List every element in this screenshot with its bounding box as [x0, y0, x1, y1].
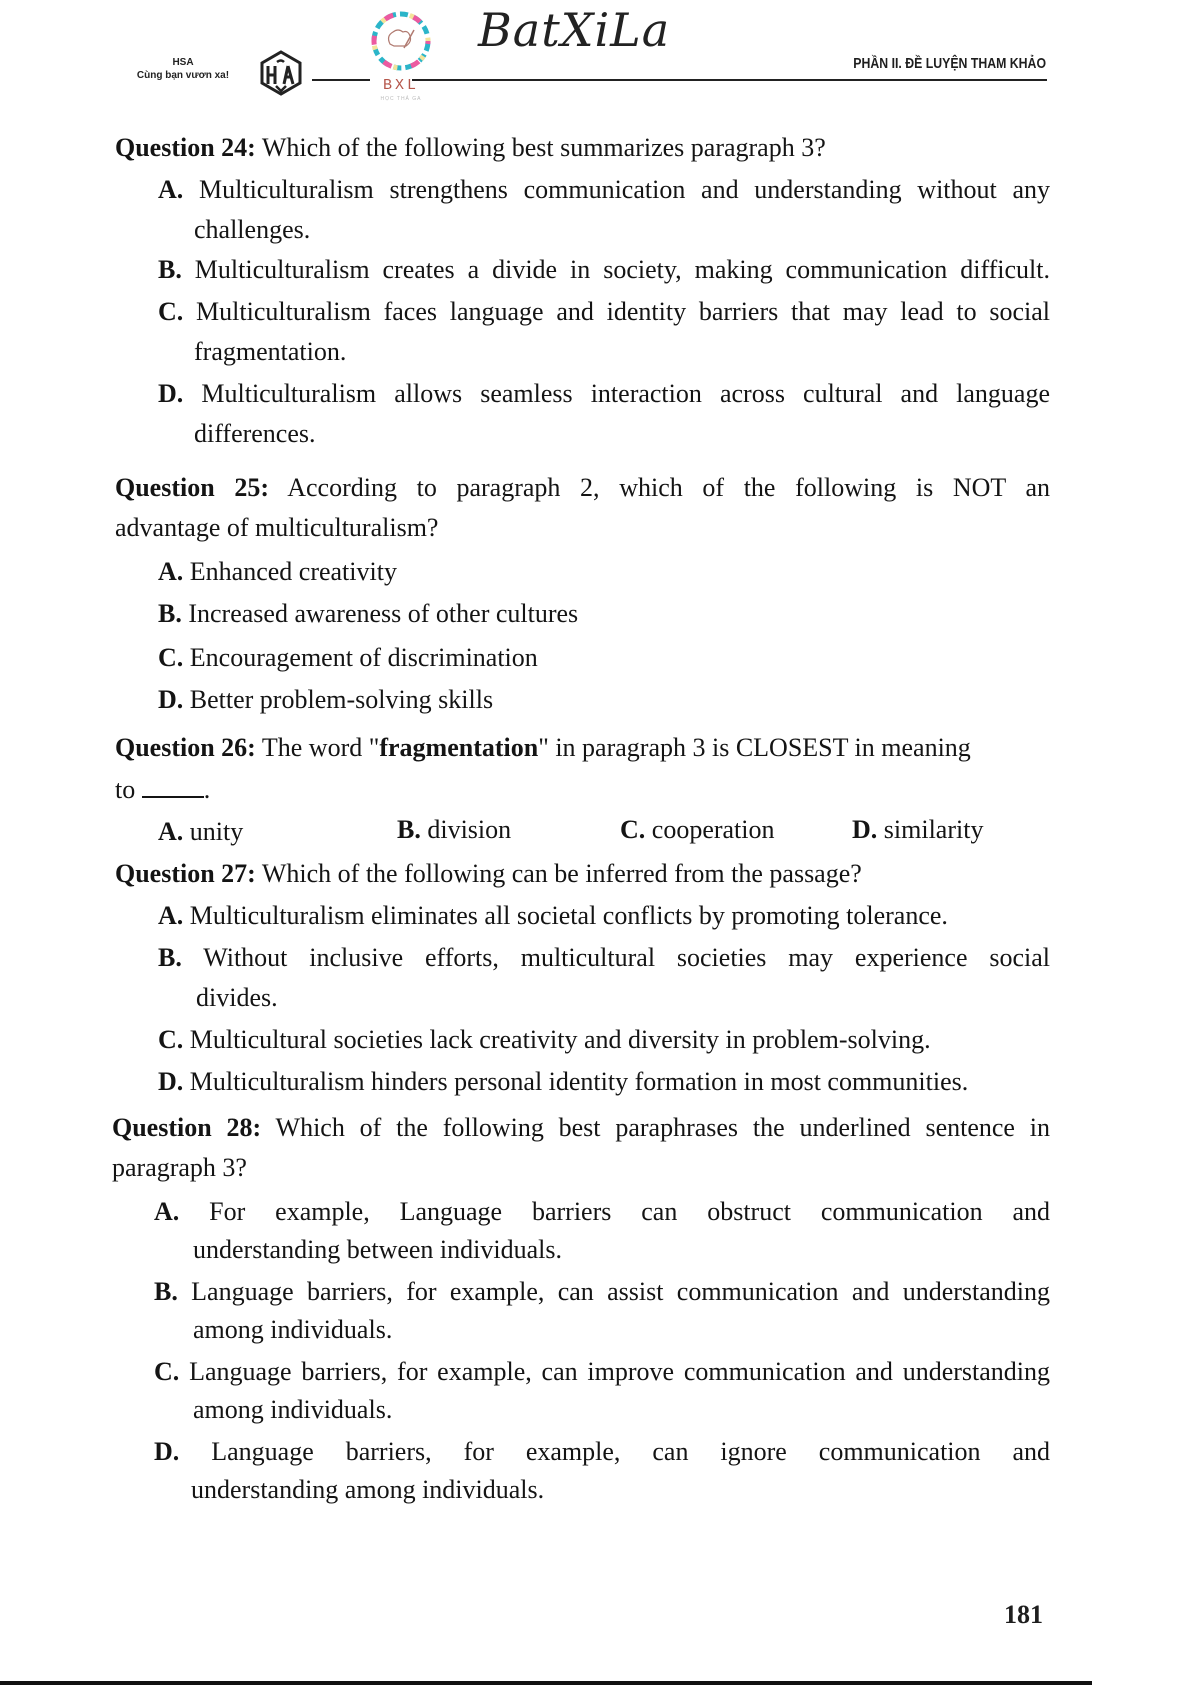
hsa-brand-text	[118, 56, 248, 82]
option-c[interactable]	[158, 295, 1050, 329]
option-text: similarity	[883, 815, 984, 844]
question-stem	[115, 857, 862, 891]
option-a-continued: understanding between individuals.	[193, 1235, 562, 1264]
option-letter: D.	[158, 685, 184, 714]
page-number: 181	[1004, 1600, 1043, 1629]
option-c[interactable]	[620, 813, 775, 847]
question-stem	[115, 131, 826, 165]
bottom-rule	[0, 1681, 1092, 1685]
question-stem	[115, 471, 1050, 505]
option-text: Language barriers, for example, can assist communication and understanding	[191, 1277, 1050, 1306]
question-label: Question 24:	[115, 133, 256, 162]
hsa-brand-name: HSA	[172, 57, 194, 68]
option-text: Enhanced creativity	[189, 557, 397, 586]
hsa-logo-icon	[258, 50, 304, 96]
bxl-logo-subtext: HỌC THẢ GA	[380, 96, 422, 102]
option-d[interactable]	[852, 813, 983, 847]
bxl-logo-icon	[368, 8, 434, 74]
question-label: Question 26:	[115, 733, 256, 762]
option-a-continued: challenges.	[194, 215, 311, 244]
option-letter: C.	[158, 643, 184, 672]
question-stem	[115, 731, 1050, 765]
hsa-brand-slogan: Cùng bạn vươn xa!	[136, 70, 230, 81]
question-text-continued	[115, 773, 210, 807]
option-text: Encouragement of discrimination	[189, 643, 538, 672]
option-a[interactable]	[154, 1195, 1050, 1229]
question-text: Which of the following best paraphrases the underlined sentence in	[275, 1113, 1051, 1142]
option-letter: B.	[154, 1277, 178, 1306]
option-text: unity	[189, 817, 244, 846]
option-text: Multicultural societies lack creativity and diversity in problem-solving.	[189, 1025, 931, 1054]
question-label: Question 25:	[115, 473, 269, 502]
option-d[interactable]	[158, 683, 493, 717]
question-stem	[112, 1111, 1050, 1145]
option-text: Without inclusive efforts, multicultural societies may experience social	[203, 943, 1050, 972]
option-d[interactable]	[154, 1435, 1050, 1469]
option-b-continued: among individuals.	[193, 1315, 393, 1344]
question-text-after: " in paragraph 3 is CLOSEST in meaning	[538, 733, 971, 762]
option-c-continued: among individuals.	[193, 1395, 393, 1424]
option-text: Multiculturalism eliminates all societal conflicts by promoting tolerance.	[189, 901, 948, 930]
option-b[interactable]	[158, 253, 1050, 287]
option-d-continued: understanding among individuals.	[191, 1475, 545, 1504]
option-letter: C.	[154, 1357, 180, 1386]
option-text: Language barriers, for example, can ignore communication and	[211, 1437, 1051, 1466]
question-text-before: The word "	[261, 733, 380, 762]
question-text-continued: advantage of multiculturalism?	[115, 513, 439, 542]
option-b[interactable]	[154, 1275, 1050, 1309]
question-text: According to paragraph 2, which of the following is NOT an	[287, 473, 1051, 502]
option-letter: A.	[158, 175, 184, 204]
option-d[interactable]	[158, 1065, 968, 1099]
option-text: Better problem-solving skills	[189, 685, 494, 714]
question-label: Question 27:	[115, 859, 256, 888]
option-b[interactable]	[158, 941, 1050, 975]
option-letter: D.	[154, 1437, 180, 1466]
option-c[interactable]	[158, 641, 538, 675]
brand-title: BatXiLa	[478, 3, 671, 57]
option-letter: D.	[158, 379, 184, 408]
header-rule	[412, 79, 1047, 81]
option-letter: B.	[158, 599, 182, 628]
option-a[interactable]	[158, 173, 1050, 207]
option-letter: D.	[852, 815, 878, 844]
question-label: Question 28:	[112, 1113, 262, 1142]
option-text: Multiculturalism strengthens communication and understanding without any	[199, 175, 1051, 204]
option-text: division	[427, 815, 512, 844]
option-a[interactable]	[158, 815, 243, 849]
header-rule-left	[312, 79, 370, 81]
option-letter: C.	[620, 815, 646, 844]
option-b[interactable]	[158, 597, 578, 631]
option-b-continued: divides.	[196, 983, 278, 1012]
option-c-continued: fragmentation.	[194, 337, 347, 366]
option-text: Increased awareness of other cultures	[188, 599, 579, 628]
option-letter: A.	[158, 817, 184, 846]
bxl-logo-text: BXL	[382, 77, 419, 94]
option-a[interactable]	[158, 555, 397, 589]
option-c[interactable]	[158, 1023, 931, 1057]
section-label: PHẦN II. ĐỀ LUYỆN THAM KHẢO	[853, 55, 1046, 72]
question-text: Which of the following can be inferred from the passage?	[261, 859, 862, 888]
option-letter: B.	[158, 255, 182, 284]
option-letter: B.	[397, 815, 421, 844]
option-text: For example, Language barriers can obstruct communication and	[209, 1197, 1050, 1226]
option-text: Language barriers, for example, can improve communication and understanding	[189, 1357, 1051, 1386]
option-a[interactable]	[158, 899, 948, 933]
answer-blank	[142, 774, 204, 798]
option-text: Multiculturalism faces language and identity barriers that may lead to social	[196, 297, 1050, 326]
page-header	[0, 0, 1192, 110]
question-text-continued: paragraph 3?	[112, 1153, 247, 1182]
option-text: Multiculturalism creates a divide in society, making communication difficult.	[194, 255, 1051, 284]
option-text: cooperation	[651, 815, 775, 844]
option-letter: B.	[158, 943, 182, 972]
option-text: Multiculturalism hinders personal identity formation in most communities.	[189, 1067, 969, 1096]
option-letter: A.	[158, 901, 184, 930]
option-b[interactable]	[397, 813, 511, 847]
highlighted-word: fragmentation	[379, 733, 539, 762]
option-d-continued: differences.	[194, 419, 316, 448]
question-text-to: to	[115, 775, 136, 804]
option-letter: D.	[158, 1067, 184, 1096]
option-letter: A.	[154, 1197, 180, 1226]
question-text-period: .	[203, 775, 211, 804]
option-letter: A.	[158, 557, 184, 586]
option-text: Multiculturalism allows seamless interaction across cultural and language	[201, 379, 1050, 408]
option-c[interactable]	[154, 1355, 1050, 1389]
option-d[interactable]	[158, 377, 1050, 411]
option-letter: C.	[158, 1025, 184, 1054]
option-letter: C.	[158, 297, 184, 326]
question-text: Which of the following best summarizes paragraph 3?	[261, 133, 826, 162]
